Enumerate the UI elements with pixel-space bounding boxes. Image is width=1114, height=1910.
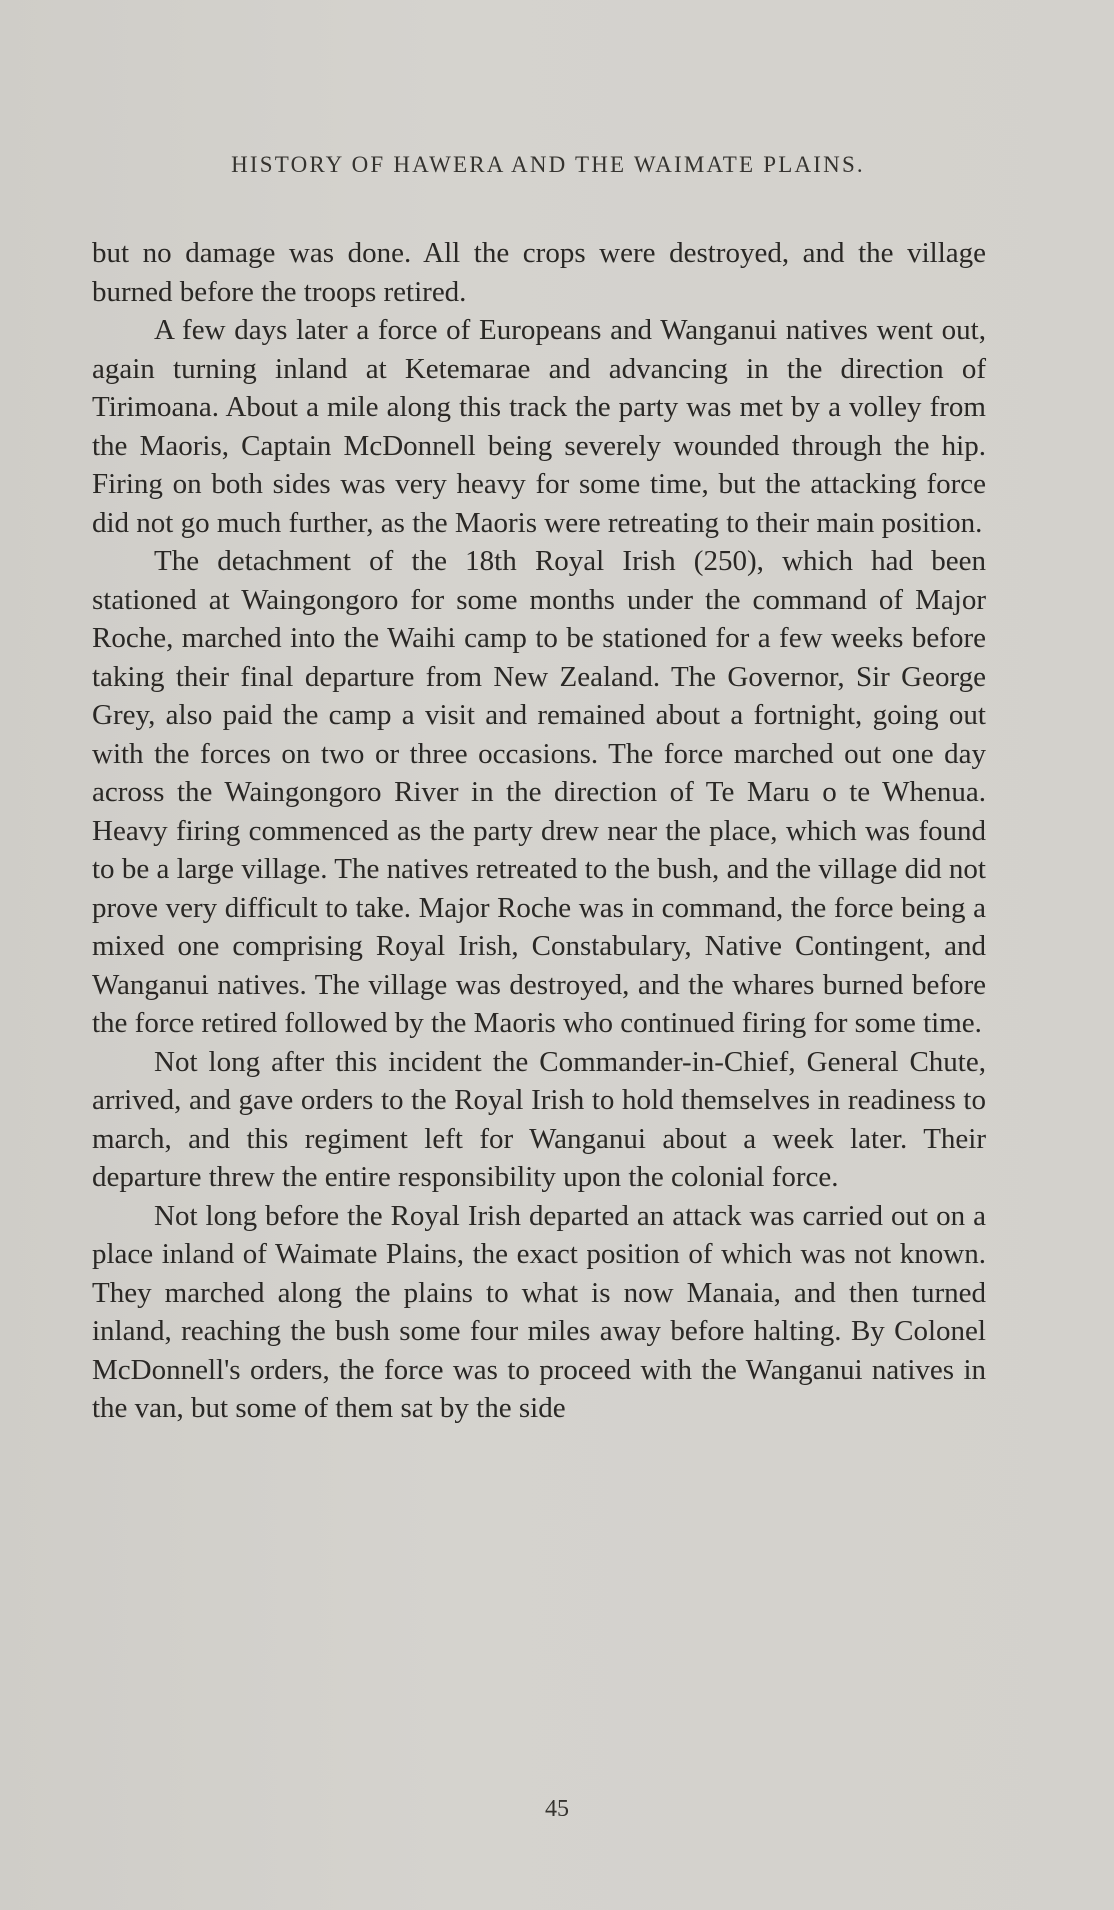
paragraph-1: but no damage was done. All the crops were destroyed, and the village burned before the troops retired.	[92, 237, 986, 308]
paragraph-3: The detachment of the 18th Royal Irish (250), which had been stationed at Waingongoro for some months under the command of Major Roche, marched into the Waihi camp to be stationed for a few weeks before taking their final departure from New Zealand. The Governor, Sir George Grey, also paid the camp a visit and remained about a fortnight, going out with the forces on two or three occasions. The force marched out one day across the Waingongoro River in the direction of Te Maru o te Whenua. Heavy firing commenced as the party drew near the place, which was found to be a large village. The natives retreated to the bush, and the village did not prove very difficult to take. Major Roche was in command, the force being a mixed one comprising Royal Irish, Constabulary, Native Contingent, and Wanganui natives. The village was destroyed, and the whares burned before the force retired followed by the Maoris who continued firing for some time.	[92, 545, 986, 1039]
paragraph-2: A few days later a force of Europeans and Wanganui natives went out, again turning inland at Ketemarae and advancing in the direction of Tirimoana. About a mile along this track the party was met by a volley from the Maoris, Captain McDonnell being severely wounded through the hip. Firing on both sides was very heavy for some time, but the attacking force did not go much further, as the Maoris were retreating to their main position.	[92, 314, 986, 539]
paragraph-4: Not long after this incident the Commander-in-Chief, General Chute, arrived, and gave orders to the Royal Irish to hold themselves in readiness to march, and this regiment left for Wanganui about a week later. Their departure threw the entire responsibility upon the colonial force.	[92, 1045, 986, 1193]
running-head: HISTORY OF HAWERA AND THE WAIMATE PLAINS.	[231, 152, 865, 177]
page-number: 45	[545, 1796, 569, 1822]
body-text	[92, 234, 986, 1428]
paragraph-5: Not long before the Royal Irish departed an attack was carried out on a place inland of Waimate Plains, the exact position of which was not known. They marched along the plains to what is now Manaia, and then turned inland, reaching the bush some four miles away before halting. By Colonel McDonnell's orders, the force was to proceed with the Wanganui natives in the van, but some of them sat by the side	[92, 1199, 986, 1424]
